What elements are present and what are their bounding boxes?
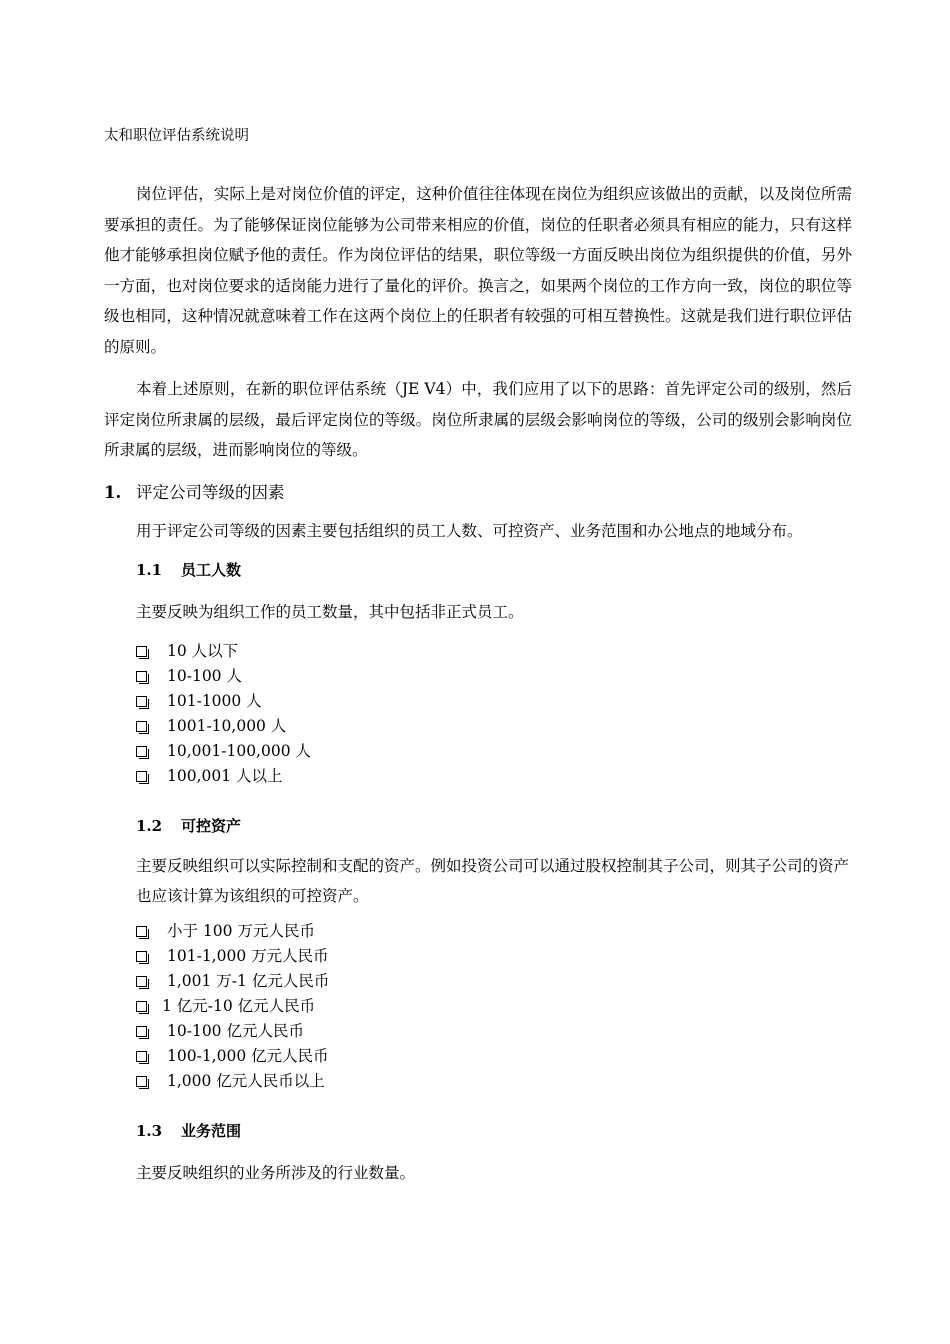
list-item xyxy=(136,714,852,739)
checkbox-icon xyxy=(136,1076,147,1087)
checkbox-icon xyxy=(136,1026,147,1037)
intro-paragraph-2: 本着上述原则，在新的职位评估系统（JE V4）中，我们应用了以下的思路：首先评定公司的级别，然后评定岗位所隶属的层级，最后评定岗位的等级。岗位所隶属的层级会影响岗位的等级，公司的级别会影响岗位所隶属的层级，进而影响岗位的等级。 xyxy=(104,380,852,459)
option-label: 100,001 人以上 xyxy=(167,766,283,785)
list-item xyxy=(136,919,852,944)
subsection-1-1-heading xyxy=(104,555,852,585)
subsection-1-2-title: 可控资产 xyxy=(181,816,242,835)
document-title: 太和职位评估系统说明 xyxy=(104,128,249,144)
checkbox-icon xyxy=(136,1001,147,1012)
list-item xyxy=(136,994,852,1019)
subsection-1-1-title: 员工人数 xyxy=(181,560,242,579)
subsection-1-3-title: 业务范围 xyxy=(181,1121,242,1140)
list-item xyxy=(136,1069,852,1094)
subsection-1-3-heading xyxy=(104,1116,852,1146)
option-label: 101-1,000 万元人民币 xyxy=(167,946,329,965)
list-item xyxy=(136,1044,852,1069)
subsection-1-3-desc: 主要反映组织的业务所涉及的行业数量。 xyxy=(136,1163,416,1182)
option-label: 101-1000 人 xyxy=(167,691,262,710)
checkbox-icon xyxy=(136,951,147,962)
list-item xyxy=(136,969,852,994)
employee-count-options xyxy=(104,639,852,789)
section-1-heading xyxy=(104,478,852,508)
option-label: 1 亿元-10 亿元人民币 xyxy=(162,996,316,1015)
section-1-number: 1. xyxy=(104,482,122,502)
list-item xyxy=(136,739,852,764)
checkbox-icon xyxy=(136,1051,147,1062)
checkbox-icon xyxy=(136,771,147,782)
list-item xyxy=(136,764,852,789)
option-label: 10,001-100,000 人 xyxy=(167,741,311,760)
list-item xyxy=(136,664,852,689)
section-1-intro: 用于评定公司等级的因素主要包括组织的员工人数、可控资产、业务范围和办公地点的地域分布。 xyxy=(136,521,803,540)
option-label: 100-1,000 亿元人民币 xyxy=(167,1046,329,1065)
subsection-1-1-number: 1.1 xyxy=(136,560,163,579)
checkbox-icon xyxy=(136,721,147,732)
option-label: 1001-10,000 人 xyxy=(167,716,287,735)
subsection-1-3-number: 1.3 xyxy=(136,1121,163,1140)
checkbox-icon xyxy=(136,646,147,657)
subsection-1-1-desc: 主要反映为组织工作的员工数量，其中包括非正式员工。 xyxy=(136,602,524,621)
list-item xyxy=(136,944,852,969)
section-1-title: 评定公司等级的因素 xyxy=(136,482,285,502)
subsection-1-2-number: 1.2 xyxy=(136,816,163,835)
option-label: 1,000 亿元人民币以上 xyxy=(167,1071,325,1090)
checkbox-icon xyxy=(136,671,147,682)
option-label: 10-100 人 xyxy=(167,666,242,685)
list-item xyxy=(136,639,852,664)
option-label: 1,001 万-1 亿元人民币 xyxy=(167,971,330,990)
option-label: 10-100 亿元人民币 xyxy=(167,1021,304,1040)
list-item xyxy=(136,689,852,714)
checkbox-icon xyxy=(136,976,147,987)
subsection-1-2-heading xyxy=(104,811,852,841)
controllable-assets-options xyxy=(104,919,852,1094)
intro-paragraph-1: 岗位评估，实际上是对岗位价值的评定，这种价值往往体现在岗位为组织应该做出的贡献，以及岗位所需要承担的责任。为了能够保证岗位能够为公司带来相应的价值，岗位的任职者必须具有相应的能力，只有这样他才能够承担岗位赋予他的责任。作为岗位评估的结果，职位等级一方面反映出岗位为组织提供的价值，另外一方面，也对岗位要求的适岗能力进行了量化的评价。换言之，如果两个岗位的工作方向一致，岗位的职位等级也相同，这种情况就意味着工作在这两个岗位上的任职者有较强的可相互替换性。这就是我们进行职位评估的原则。 xyxy=(104,185,852,356)
checkbox-icon xyxy=(136,746,147,757)
list-item xyxy=(136,1019,852,1044)
checkbox-icon xyxy=(136,926,147,937)
option-label: 10 人以下 xyxy=(167,641,239,660)
subsection-1-2-desc: 主要反映组织可以实际控制和支配的资产。例如投资公司可以通过股权控制其子公司，则其子公司的资产也应该计算为该组织的可控资产。 xyxy=(136,856,850,905)
checkbox-icon xyxy=(136,696,147,707)
option-label: 小于 100 万元人民币 xyxy=(167,921,315,940)
